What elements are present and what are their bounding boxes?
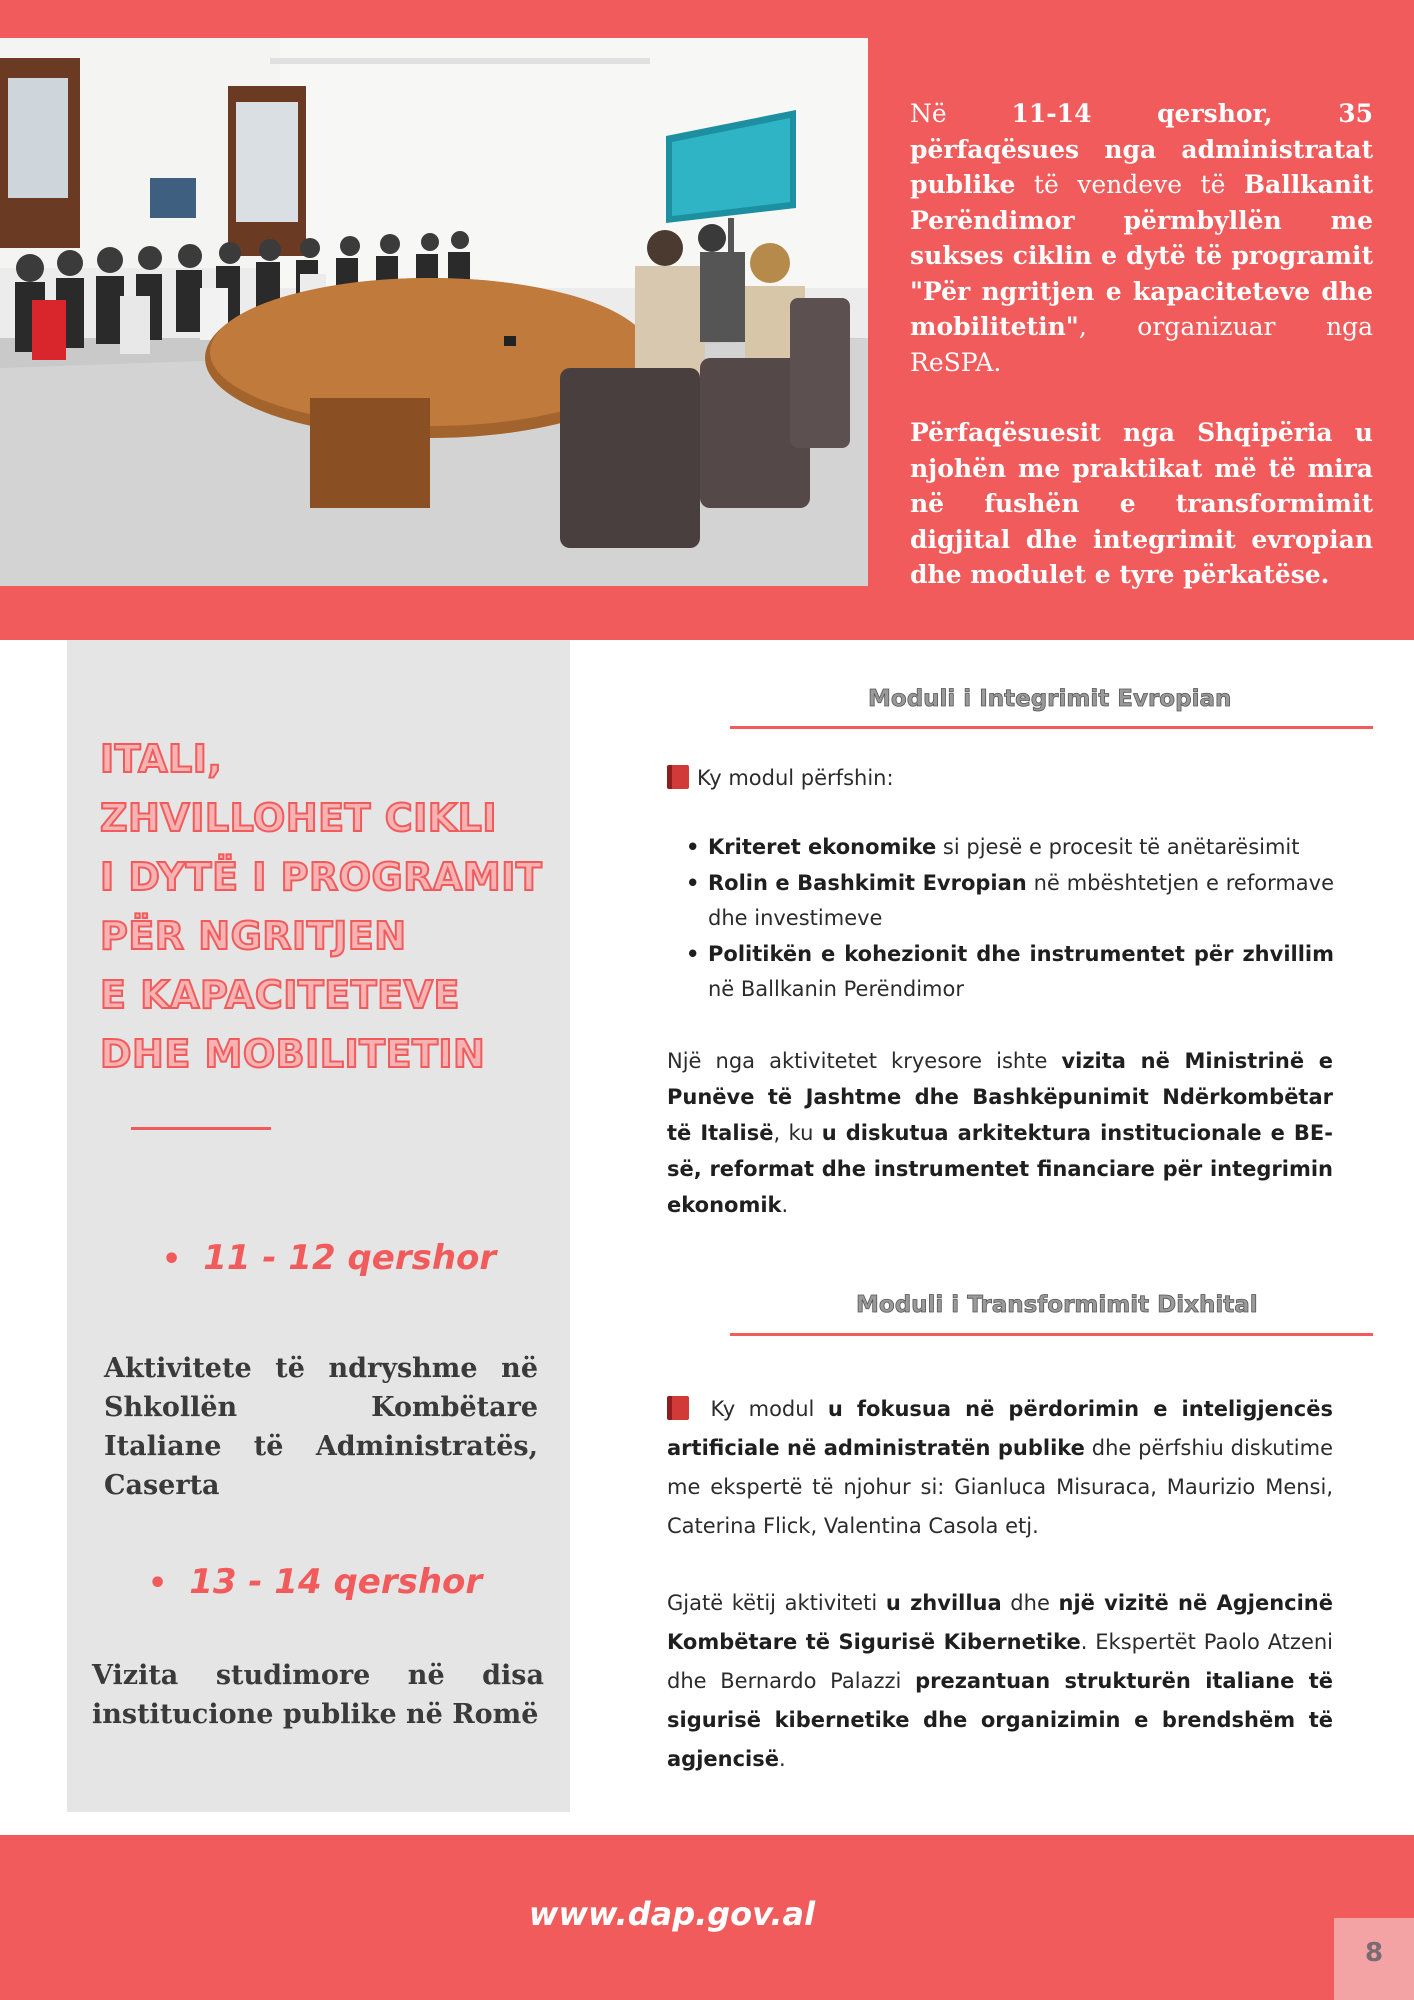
list-item: • Rolin e Bashkimit Evropian në mbështetjen e reformave dhe investimeve bbox=[708, 866, 1334, 937]
intro-text bbox=[910, 96, 1373, 593]
bullet-dot-icon: • bbox=[162, 1242, 182, 1277]
headline-divider bbox=[131, 1127, 271, 1130]
schedule-description-1: Aktivitete të ndryshme në Shkollën Kombëtare Italiane të Administratës, Caserta bbox=[104, 1353, 538, 1501]
list-item: • Kriteret ekonomike si pjesë e procesit të anëtarësimit bbox=[708, 830, 1334, 866]
schedule-date-1: • 11 - 12 qershor bbox=[162, 1238, 497, 1278]
module-eu-visit-paragraph: Një nga aktivitetet kryesore ishte vizita në Ministrinë e Punëve të Jashtme dhe Bashkëpunimit Ndërkombëtar të Italisë, ku u diskutua arkitektura institucionale e BE-së, reformat dhe instrumentet financiare për integrimin ekonomik. bbox=[667, 1049, 1334, 1217]
module-digital-agency-paragraph: Gjatë këtij aktiviteti u zhvillua dhe një vizitë në Agjencinë Kombëtare të Sigurisë Kibernetike. Ekspertët Paolo Atzeni dhe Bernardo Palazzi prezantuan strukturën italiane të sigurisë kibernetike dhe organizimin e brendshëm të agjencisë. bbox=[667, 1591, 1334, 1771]
headline-line: DHE MOBILITETIN bbox=[100, 1032, 486, 1076]
headline-line: ITALI, bbox=[100, 737, 223, 781]
red-book-icon bbox=[667, 1396, 689, 1420]
bullet-dot-icon: • bbox=[148, 1566, 168, 1601]
headline-line: I DYTË I PROGRAMIT bbox=[100, 855, 543, 899]
schedule-description-2: Vizita studimore në disa institucione publike në Romë bbox=[92, 1660, 544, 1730]
red-book-icon bbox=[667, 765, 689, 789]
website-link[interactable]: www.dap.gov.al bbox=[528, 1895, 816, 1933]
headline-line: ZHVILLOHET CIKLI bbox=[100, 796, 498, 840]
module-eu-title: Moduli i Integrimit Evropian bbox=[868, 686, 1232, 712]
schedule-date-2: • 13 - 14 qershor bbox=[148, 1562, 483, 1602]
module-eu-bullet-list bbox=[708, 830, 1334, 1008]
meeting-photo bbox=[0, 38, 868, 586]
page-headline bbox=[100, 730, 560, 1084]
module-digital-divider bbox=[730, 1333, 1373, 1336]
module-eu-divider bbox=[730, 726, 1373, 729]
headline-line: PËR NGRITJEN bbox=[100, 914, 407, 958]
module-digital-title: Moduli i Transformimit Dixhital bbox=[856, 1292, 1258, 1318]
intro-paragraph-1: Në 11-14 qershor, 35 përfaqësues nga administratat publike të vendeve të Ballkanit Perëndimor përmbyllën me sukses ciklin e dytë të programit "Për ngritjen e kapaciteteve dhe mobilitetin", organizuar nga ReSPA. bbox=[910, 99, 1373, 377]
page-number: 8 bbox=[1364, 1938, 1384, 1968]
module-digital-paragraph: Ky modul u fokusua në përdorimin e inteligjencës artificiale në administratën publike dhe përfshiu diskutime me ekspertë të njohur si: Gianluca Misuraca, Maurizio Mensi, Caterina Flick, Valentina Casola etj. bbox=[667, 1397, 1333, 1538]
module-eu-intro: Ky modul përfshin: bbox=[667, 762, 1333, 794]
list-item: • Politikën e kohezionit dhe instrumentet për zhvillim në Ballkanin Perëndimor bbox=[708, 937, 1334, 1008]
headline-line: E KAPACITETEVE bbox=[100, 973, 460, 1017]
intro-paragraph-2: Përfaqësuesit nga Shqipëria u njohën me praktikat më të mira në fushën e transformimit digjital dhe integrimit evropian dhe modulet e tyre përkatëse. bbox=[910, 418, 1373, 589]
